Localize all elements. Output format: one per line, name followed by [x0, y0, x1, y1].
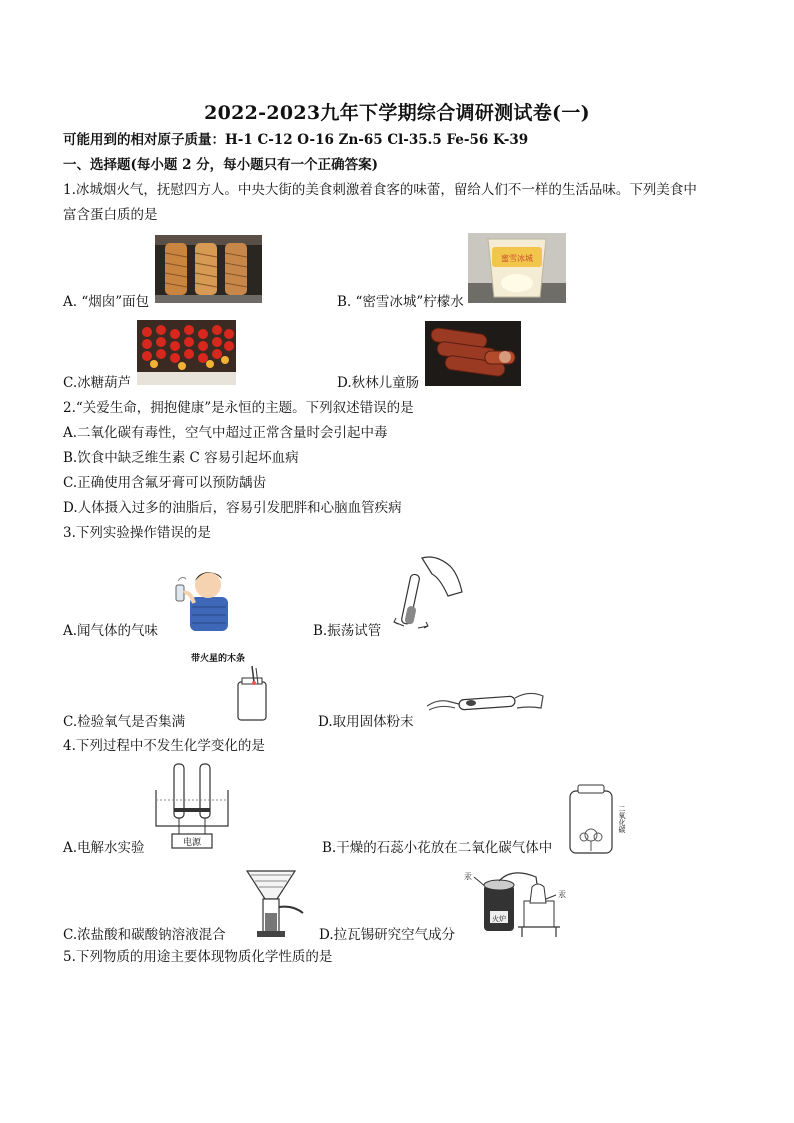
- q4-stem: 4.下列过程中不发生化学变化的是: [63, 738, 265, 754]
- q1-option-c: C.冰糖葫芦: [63, 375, 132, 391]
- section-heading: 一、选择题(每小题 2 分，每小题只有一个正确答案): [63, 157, 379, 173]
- q4-option-b: B.干燥的石蕊小花放在二氧化碳气体中: [322, 840, 553, 856]
- chimney-bread-image: [155, 235, 262, 303]
- oxygen-check-figure: [230, 666, 274, 722]
- co2-label: 二氧化碳: [618, 805, 626, 833]
- shake-test-tube-figure: [392, 552, 468, 632]
- acid-carbonate-figure: [243, 865, 305, 939]
- lavoisier-figure: [462, 867, 570, 939]
- q3-option-b: B.振荡试管: [313, 623, 382, 639]
- q2-option-c: C.正确使用含氟牙膏可以预防龋齿: [63, 475, 267, 491]
- q3-option-a: A.闻气体的气味: [63, 623, 159, 639]
- q4-option-d: D.拉瓦锡研究空气成分: [319, 927, 456, 943]
- q2-option-b: B.饮食中缺乏维生素 C 容易引起坏血病: [63, 450, 299, 466]
- sausage-image: [425, 321, 521, 386]
- mercury-label-left: 汞: [464, 872, 472, 881]
- q2-stem: 2.“关爱生命，拥抱健康”是永恒的主题。下列叙述错误的是: [63, 400, 414, 416]
- q3-c-label: 带火星的木条: [191, 654, 246, 664]
- q5-stem: 5.下列物质的用途主要体现物质化学性质的是: [63, 949, 333, 965]
- solid-powder-figure: [425, 686, 545, 718]
- q3-option-c: C.检验氧气是否集满: [63, 714, 186, 730]
- q4-option-a: A.电解水实验: [63, 840, 145, 856]
- furnace-label: 火炉: [492, 915, 506, 923]
- q3-stem: 3.下列实验操作错误的是: [63, 525, 211, 541]
- q2-option-a: A.二氧化碳有毒性，空气中超过正常含量时会引起中毒: [63, 425, 388, 441]
- q1-stem-line2: 富含蛋白质的是: [63, 207, 158, 223]
- mercury-label-right: 汞: [558, 890, 566, 899]
- page-title: 2022-2023九年下学期综合调研测试卷(一): [204, 102, 590, 124]
- q1-stem-line1: 1.冰城烟火气，抚慰四方人。中央大街的美食刺激着食客的味蕾，留给人们不一样的生活品味。下列美食中: [63, 182, 697, 198]
- q1-option-b: B. “密雪冰城”柠檬水: [337, 294, 464, 310]
- electrolysis-figure: [152, 760, 232, 856]
- cup-brand-text: 蜜雪冰城: [501, 254, 533, 263]
- lemon-water-image: [468, 233, 566, 303]
- candied-haws-image: [137, 320, 236, 385]
- litmus-flower-figure: [566, 781, 630, 857]
- q2-option-d: D.人体摄入过多的油脂后，容易引发肥胖和心脑血管疾病: [63, 500, 402, 516]
- power-supply-label: 电源: [182, 838, 202, 848]
- smell-gas-figure: [172, 563, 230, 631]
- atomic-mass-line: 可能用到的相对原子质量：H-1 C-12 O-16 Zn-65 Cl-35.5 Fe-56 K-39: [63, 132, 529, 148]
- q1-option-d: D.秋林儿童肠: [337, 375, 420, 391]
- q4-option-c: C.浓盐酸和碳酸钠溶液混合: [63, 927, 226, 943]
- q1-option-a: A. “烟囱”面包: [63, 294, 150, 310]
- q3-option-d: D.取用固体粉末: [318, 714, 414, 730]
